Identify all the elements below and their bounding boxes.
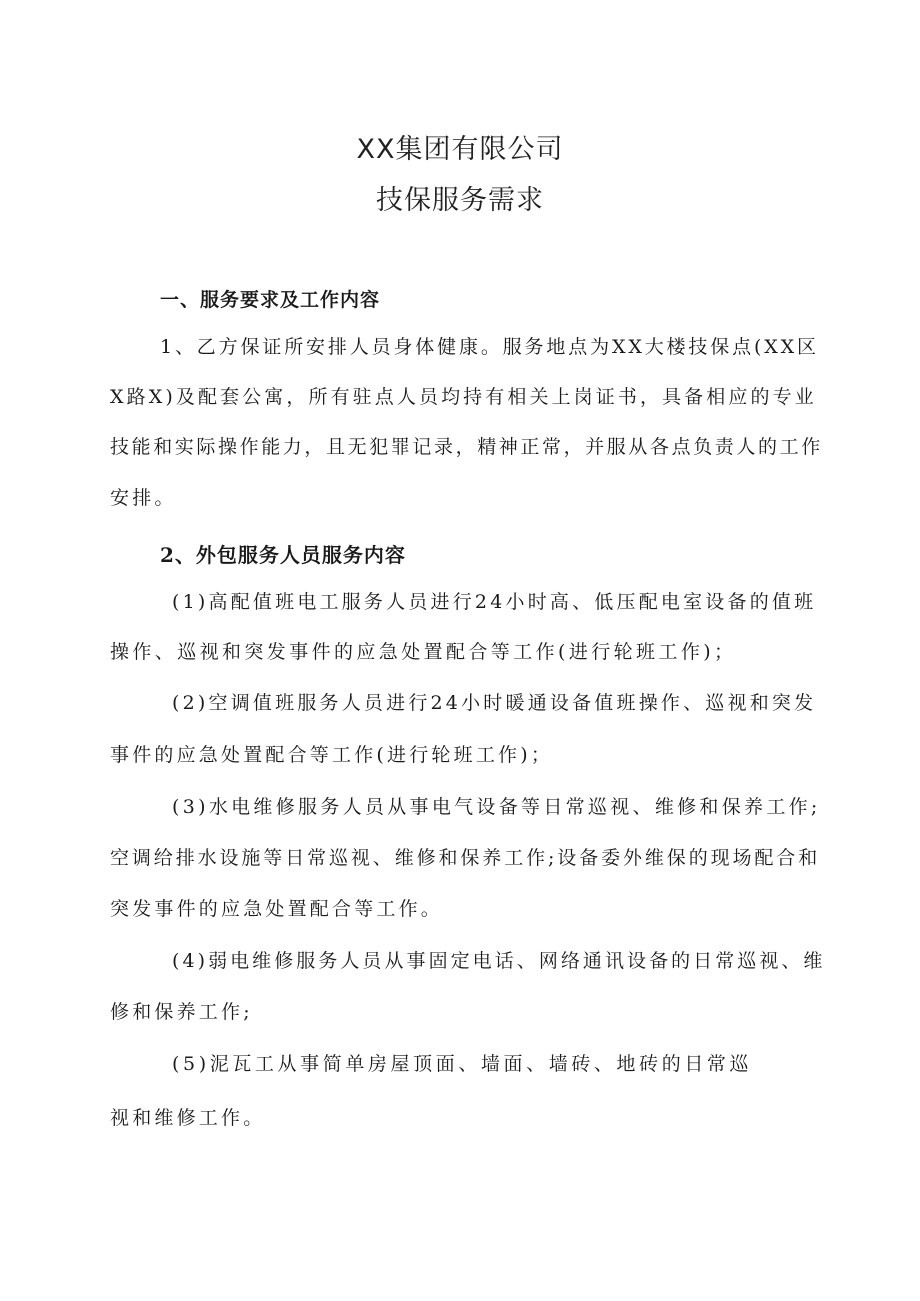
list-item-line: 空调给排水设施等日常巡视、维修和保养工作;设备委外维保的现场配合和 [110, 847, 821, 869]
list-item-line: 操作、巡视和突发事件的应急处置配合等工作(进行轮班工作)； [110, 641, 737, 663]
paragraph-line: 安排。 [110, 487, 177, 509]
document-subtitle: 技保服务需求 [376, 185, 544, 216]
paragraph-line: X路X)及配套公寓，所有驻点人员均持有相关上岗证书，具备相应的专业 [110, 386, 817, 408]
section-heading-2: 2、外包服务人员服务内容 [160, 543, 406, 567]
list-item-line: 事件的应急处置配合等工作(进行轮班工作)； [110, 744, 554, 766]
list-item-line: (3)水电维修服务人员从事电气设备等日常巡视、维修和保养工作; [172, 796, 821, 818]
list-item-line: (1)高配值班电工服务人员进行24小时高、低压配电室设备的值班 [172, 591, 817, 613]
list-item-line: (2)空调值班服务人员进行24小时暖通设备值班操作、巡视和突发 [172, 692, 817, 714]
paragraph-line: 技能和实际操作能力，且无犯罪记录，精神正常，并服从各点负责人的工作 [110, 436, 823, 458]
list-item-line: 突发事件的应急处置配合等工作。 [110, 898, 444, 920]
list-item-line: 视和维修工作。 [110, 1107, 266, 1129]
list-item-line: 修和保养工作; [110, 1001, 253, 1023]
document-title: XX集团有限公司 [356, 134, 564, 165]
paragraph-line: 1、乙方保证所安排人员身体健康。服务地点为XX大楼技保点(XX区 [160, 336, 819, 358]
list-item-line: (5)泥瓦工从事简单房屋顶面、墙面、墙砖、地砖的日常巡 [172, 1053, 753, 1075]
section-heading-1: 一、服务要求及工作内容 [160, 289, 381, 311]
list-item-line: (4)弱电维修服务人员从事固定电话、网络通讯设备的日常巡视、维 [172, 950, 826, 972]
